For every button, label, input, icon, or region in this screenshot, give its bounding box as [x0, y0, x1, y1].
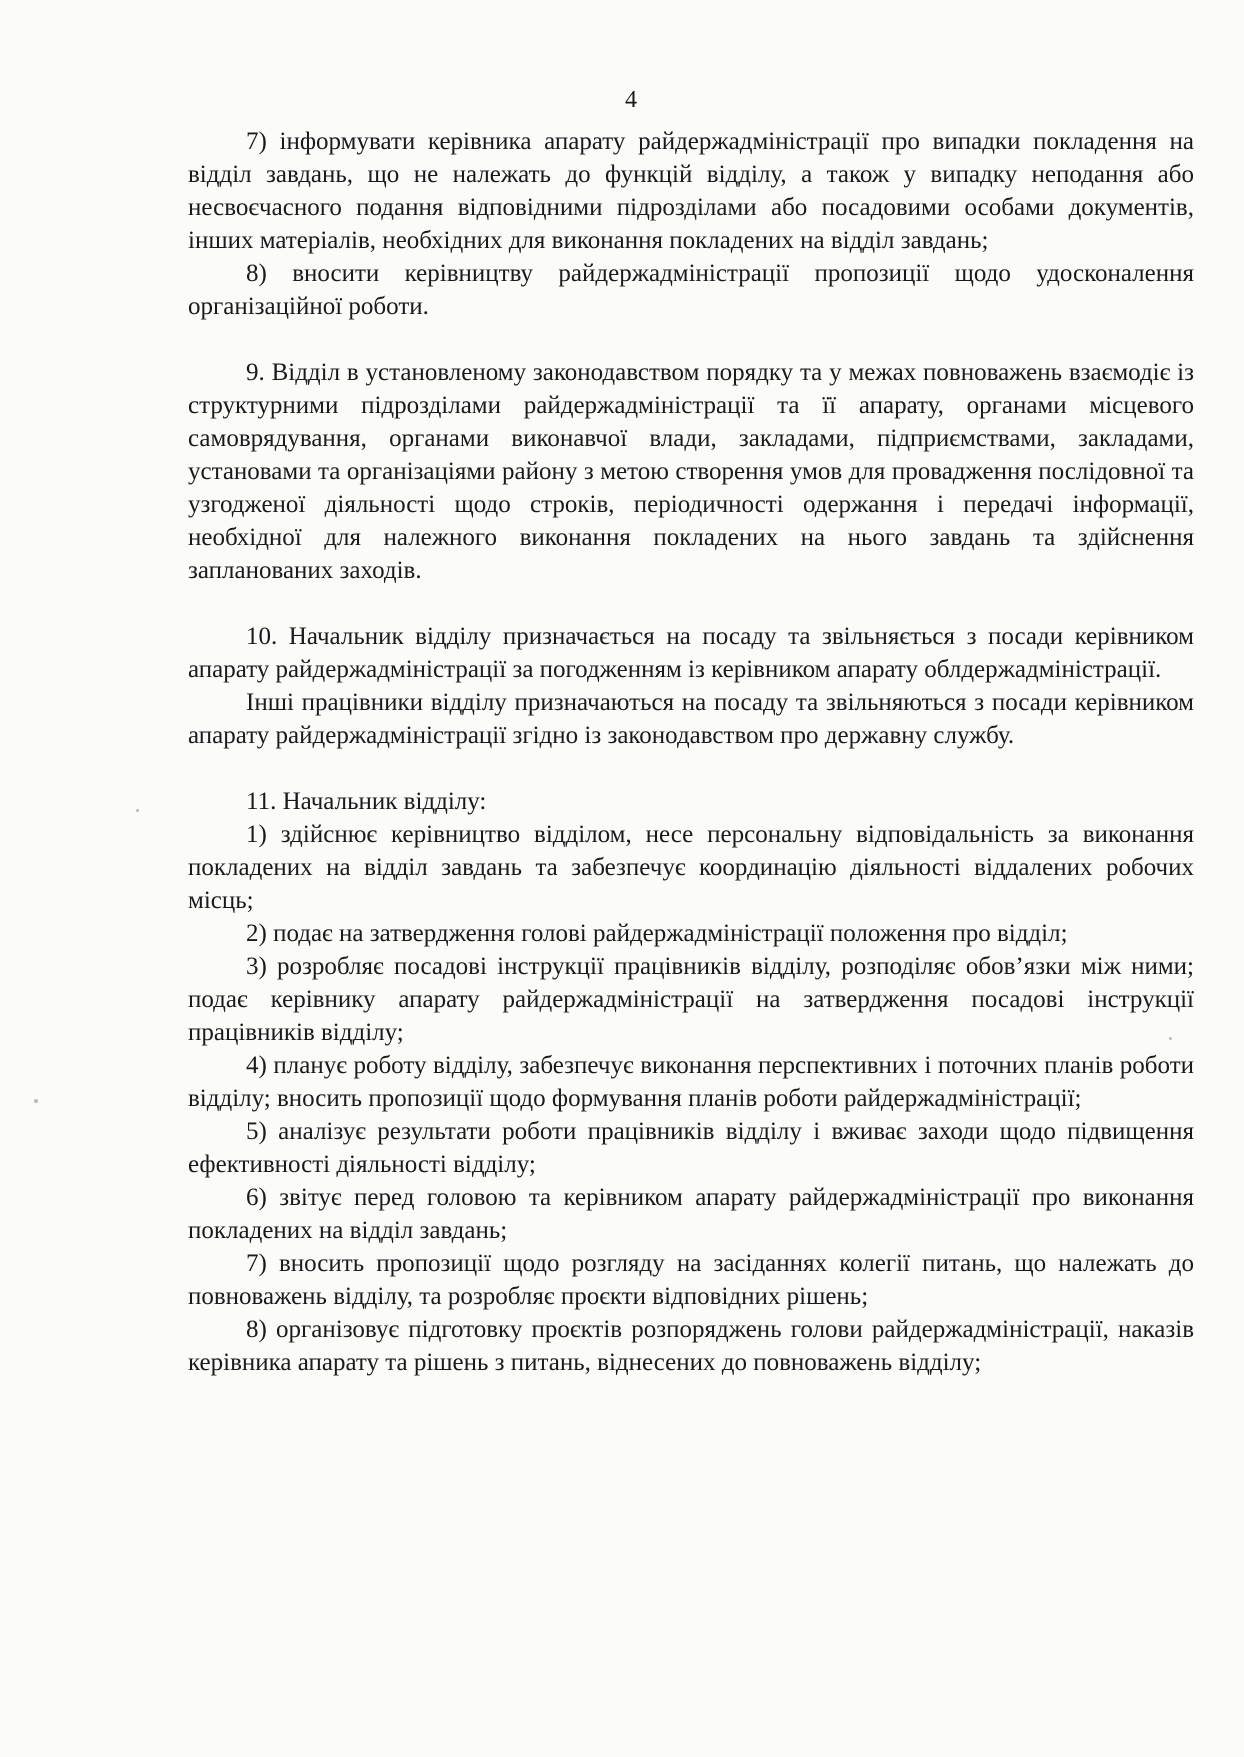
paragraph-duty-1: 1) здійснює керівництво відділом, несе персональну відповідальність за виконання покладених на відділ завдань та забезпечує координацію діяльності віддалених робочих місць; — [188, 821, 1194, 914]
scan-speck — [1169, 1037, 1172, 1040]
page-number: 4 — [625, 87, 637, 113]
scan-speck — [34, 1099, 38, 1103]
paragraph-other-staff: Інші працівники відділу призначаються на посаду та звільняються з посади керівником апарату райдержадміністрації згідно із законодавством про державну службу. — [188, 689, 1194, 749]
paragraph-duty-6: 6) звітує перед головою та керівником апарату райдержадміністрації про виконання покладених на відділ завдань; — [188, 1184, 1194, 1244]
paragraph-item-8-proposals: 8) вносити керівництву райдержадміністрації пропозиції щодо удосконалення організаційної роботи. — [188, 260, 1194, 320]
paragraph-section-11-heading: 11. Начальник відділу: — [246, 788, 487, 815]
paragraph-section-9: 9. Відділ в установленому законодавством порядку та у межах повноважень взаємодіє із структурними підрозділами райдержадміністрації та її апарату, органами місцевого самоврядування, органами виконавчої влади, закладами, підприємствами, закладами, установами та організаціями району з метою створення умов для провадження послідовної та узгодженої діяльності щодо строків, періодичності одержання і передачі інформації, необхідної для належного виконання покладених на нього завдань та здійснення запланованих заходів. — [188, 359, 1194, 584]
paragraph-duty-4: 4) планує роботу відділу, забезпечує виконання перспективних і поточних планів роботи відділу; вносить пропозиції щодо формування планів роботи райдержадміністрації; — [188, 1052, 1194, 1112]
scan-speck — [136, 809, 139, 812]
paragraph-item-7-inform: 7) інформувати керівника апарату райдержадміністрації про випадки покладення на відділ завдань, що не належать до функцій відділу, а також у випадку неподання або несвоєчасного подання відповідними підрозділами або посадовими особами документів, інших матеріалів, необхідних для виконання покладених на відділ завдань; — [188, 128, 1194, 254]
paragraph-duty-7: 7) вносить пропозиції щодо розгляду на засіданнях колегії питань, що належать до повноважень відділу, та розробляє проєкти відповідних рішень; — [188, 1250, 1194, 1310]
paragraph-gap — [188, 587, 1194, 620]
paragraph-duty-8: 8) організовує підготовку проєктів розпоряджень голови райдержадміністрації, наказів керівника апарату та рішень з питань, віднесених до повноважень відділу; — [188, 1316, 1194, 1376]
paragraph-section-10: 10. Начальник відділу призначається на посаду та звільняється з посади керівником апарату райдержадміністрації за погодженням із керівником апарату облдержадміністрації. — [188, 623, 1194, 683]
paragraph-gap — [188, 752, 1194, 785]
paragraph-duty-3: 3) розробляє посадові інструкції працівників відділу, розподіляє обов’язки між ними; подає керівнику апарату райдержадміністрації на затвердження посадові інструкції працівників відділу; — [188, 953, 1194, 1046]
paragraph-duty-5: 5) аналізує результати роботи працівників відділу і вживає заходи щодо підвищення ефективності діяльності відділу; — [188, 1118, 1194, 1178]
paragraph-duty-2: 2) подає на затвердження голові райдержадміністрації положення про відділ; — [246, 920, 1068, 947]
paragraph-gap — [188, 323, 1194, 356]
